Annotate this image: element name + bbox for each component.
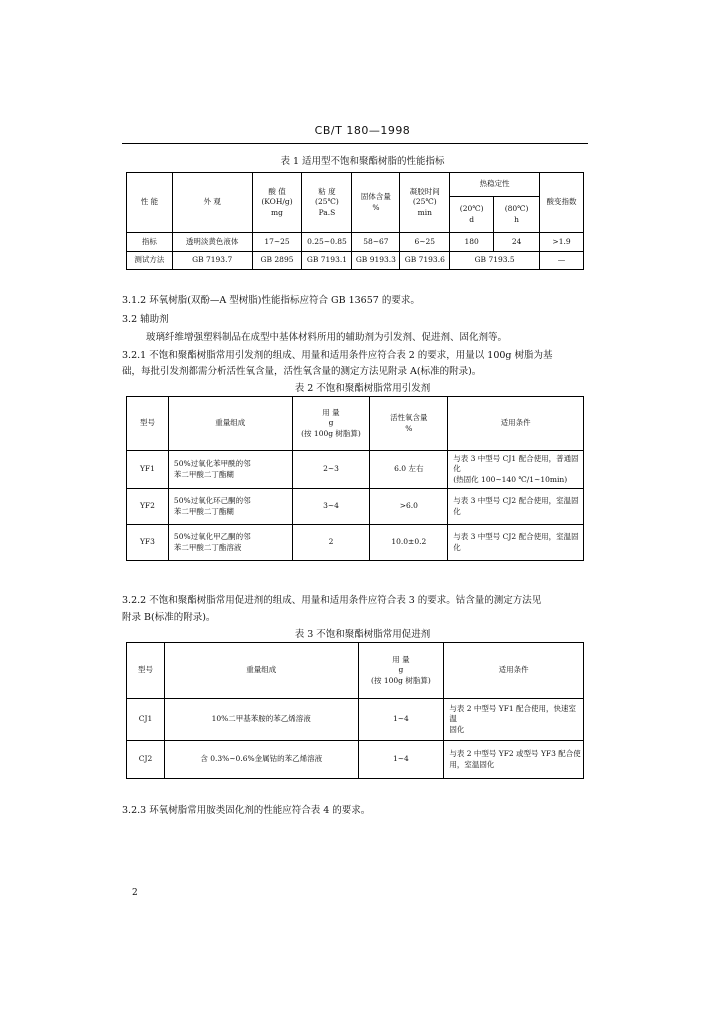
t2-h-dosage: 用 量 g (按 100g 树脂算) xyxy=(292,397,370,451)
table-cell: 6.0 左右 xyxy=(370,451,448,489)
para-3-1-2: 3.1.2 环氧树脂(双酚—A 型树脂)性能指标应符合 GB 13657 的要求。 xyxy=(122,295,420,306)
table-cell: 17~25 xyxy=(252,233,302,252)
table-cell: 与表 3 中型号 CJ2 配合使用，室温固化 xyxy=(448,489,584,525)
table-cell: 50%过氧化环己酮的邻 苯二甲酸二丁酯糊 xyxy=(168,489,292,525)
table-cell: 含 0.3%~0.6%金属钴的苯乙烯溶液 xyxy=(164,741,358,779)
t2-h-composition: 重量组成 xyxy=(168,397,292,451)
table-cell: >1.9 xyxy=(540,233,584,252)
table-row xyxy=(127,252,584,270)
table-row xyxy=(127,741,584,779)
t1-h-refraction: 酸变指数 xyxy=(540,173,584,233)
t3-h-dosage: 用 量 g (按 100g 树脂算) xyxy=(358,643,444,699)
table2-caption: 表 2 不饱和聚酯树脂常用引发剂 xyxy=(294,383,431,394)
table3-caption: 表 3 不饱和聚酯树脂常用促进剂 xyxy=(294,629,431,640)
table-cell: 与表 2 中型号 YF1 配合使用，快速室温 固化 xyxy=(444,699,584,741)
table-cell: 50%过氧化甲乙酮的邻 苯二甲酸二丁酯溶液 xyxy=(168,525,292,561)
para-3-2-2-line2: 附录 B(标准的附录)。 xyxy=(122,612,216,623)
table-cell: GB 7193.5 xyxy=(450,252,540,270)
t1-h-thermal-80: (80℃) h xyxy=(494,197,540,233)
table-cell: GB 7193.6 xyxy=(400,252,450,270)
table-cell: GB 2895 xyxy=(252,252,302,270)
para-3-2-body: 玻璃纤维增强塑料制品在成型中基体材料所用的辅助剂为引发剂、促进剂、固化剂等。 xyxy=(146,332,508,343)
para-3-2-2-line1: 3.2.2 不饱和聚酯树脂常用促进剂的组成、用量和适用条件应符合表 3 的要求。钴含量的测定方法见 xyxy=(122,595,542,606)
table-row xyxy=(127,699,584,741)
t3-h-model: 型号 xyxy=(127,643,165,699)
table-cell: GB 7193.1 xyxy=(302,252,352,270)
table-cell: — xyxy=(540,252,584,270)
t2-h-oxygen: 活性氧含量 % xyxy=(370,397,448,451)
table1 xyxy=(126,172,584,270)
table-cell: 10.0±0.2 xyxy=(370,525,448,561)
table-cell: 与表 2 中型号 YF2 或型号 YF3 配合使 用，室温固化 xyxy=(444,741,584,779)
table-cell: YF1 xyxy=(127,451,169,489)
table-cell: CJ1 xyxy=(127,699,165,741)
t1-h-property: 性 能 xyxy=(127,173,173,233)
table-cell: 与表 3 中型号 CJ2 配合使用，室温固化 xyxy=(448,525,584,561)
para-3-2-1-line2: 础，每批引发剂都需分析活性氧含量，活性氧含量的测定方法见附录 A(标准的附录)。 xyxy=(122,366,482,377)
t2-h-model: 型号 xyxy=(127,397,169,451)
page-header-code: CB/T 180—1998 xyxy=(314,124,411,137)
table2 xyxy=(126,396,584,561)
para-3-2-3: 3.2.3 环氧树脂常用胺类固化剂的性能应符合表 4 的要求。 xyxy=(122,805,371,816)
t1-h-solid: 固体含量 % xyxy=(352,173,400,233)
table-cell: 3~4 xyxy=(292,489,370,525)
table-cell: CJ2 xyxy=(127,741,165,779)
table-cell: 透明淡黄色液体 xyxy=(172,233,252,252)
table-cell: >6.0 xyxy=(370,489,448,525)
table-cell: 2~3 xyxy=(292,451,370,489)
table1-caption: 表 1 适用型不饱和聚酯树脂的性能指标 xyxy=(280,156,445,167)
table-cell: 指标 xyxy=(127,233,173,252)
table-row xyxy=(127,525,584,561)
t1-h-thermal-20: (20℃) d xyxy=(450,197,494,233)
table-cell: 50%过氧化苯甲酰的邻 苯二甲酸二丁酯糊 xyxy=(168,451,292,489)
table-row xyxy=(127,451,584,489)
table-cell: 24 xyxy=(494,233,540,252)
t1-h-gel: 凝胶时间 (25℃) min xyxy=(400,173,450,233)
table-cell: GB 7193.7 xyxy=(172,252,252,270)
t3-h-conditions: 适用条件 xyxy=(444,643,584,699)
table-row xyxy=(127,233,584,252)
table-cell: 2 xyxy=(292,525,370,561)
para-3-2-1-line1: 3.2.1 不饱和聚酯树脂常用引发剂的组成、用量和适用条件应符合表 2 的要求，用量以 100g 树脂为基 xyxy=(122,350,553,361)
t2-h-conditions: 适用条件 xyxy=(448,397,584,451)
table-cell: 180 xyxy=(450,233,494,252)
table-cell: 测试方法 xyxy=(127,252,173,270)
page-number: 2 xyxy=(132,888,138,898)
table-cell: GB 9193.3 xyxy=(352,252,400,270)
t1-h-acid: 酸 值 (KOH/g) mg xyxy=(252,173,302,233)
table-cell: 1~4 xyxy=(358,741,444,779)
table-cell: 10%二甲基苯胺的苯乙烯溶液 xyxy=(164,699,358,741)
table-row xyxy=(127,489,584,525)
t1-h-thermal: 热稳定性 xyxy=(450,173,540,197)
table-cell: 与表 3 中型号 CJ1 配合使用，普通固化 (热固化 100~140 ℃/1~10min) xyxy=(448,451,584,489)
t1-h-viscosity: 粘 度 (25℃) Pa.S xyxy=(302,173,352,233)
table-cell: 58~67 xyxy=(352,233,400,252)
table-cell: 6~25 xyxy=(400,233,450,252)
t1-h-appearance: 外 观 xyxy=(172,173,252,233)
header-rule xyxy=(122,143,588,144)
para-3-2: 3.2 辅助剂 xyxy=(122,314,169,325)
table-cell: 1~4 xyxy=(358,699,444,741)
table-cell: YF2 xyxy=(127,489,169,525)
t3-h-composition: 重量组成 xyxy=(164,643,358,699)
table-cell: YF3 xyxy=(127,525,169,561)
table3 xyxy=(126,642,584,779)
table-cell: 0.25~0.85 xyxy=(302,233,352,252)
